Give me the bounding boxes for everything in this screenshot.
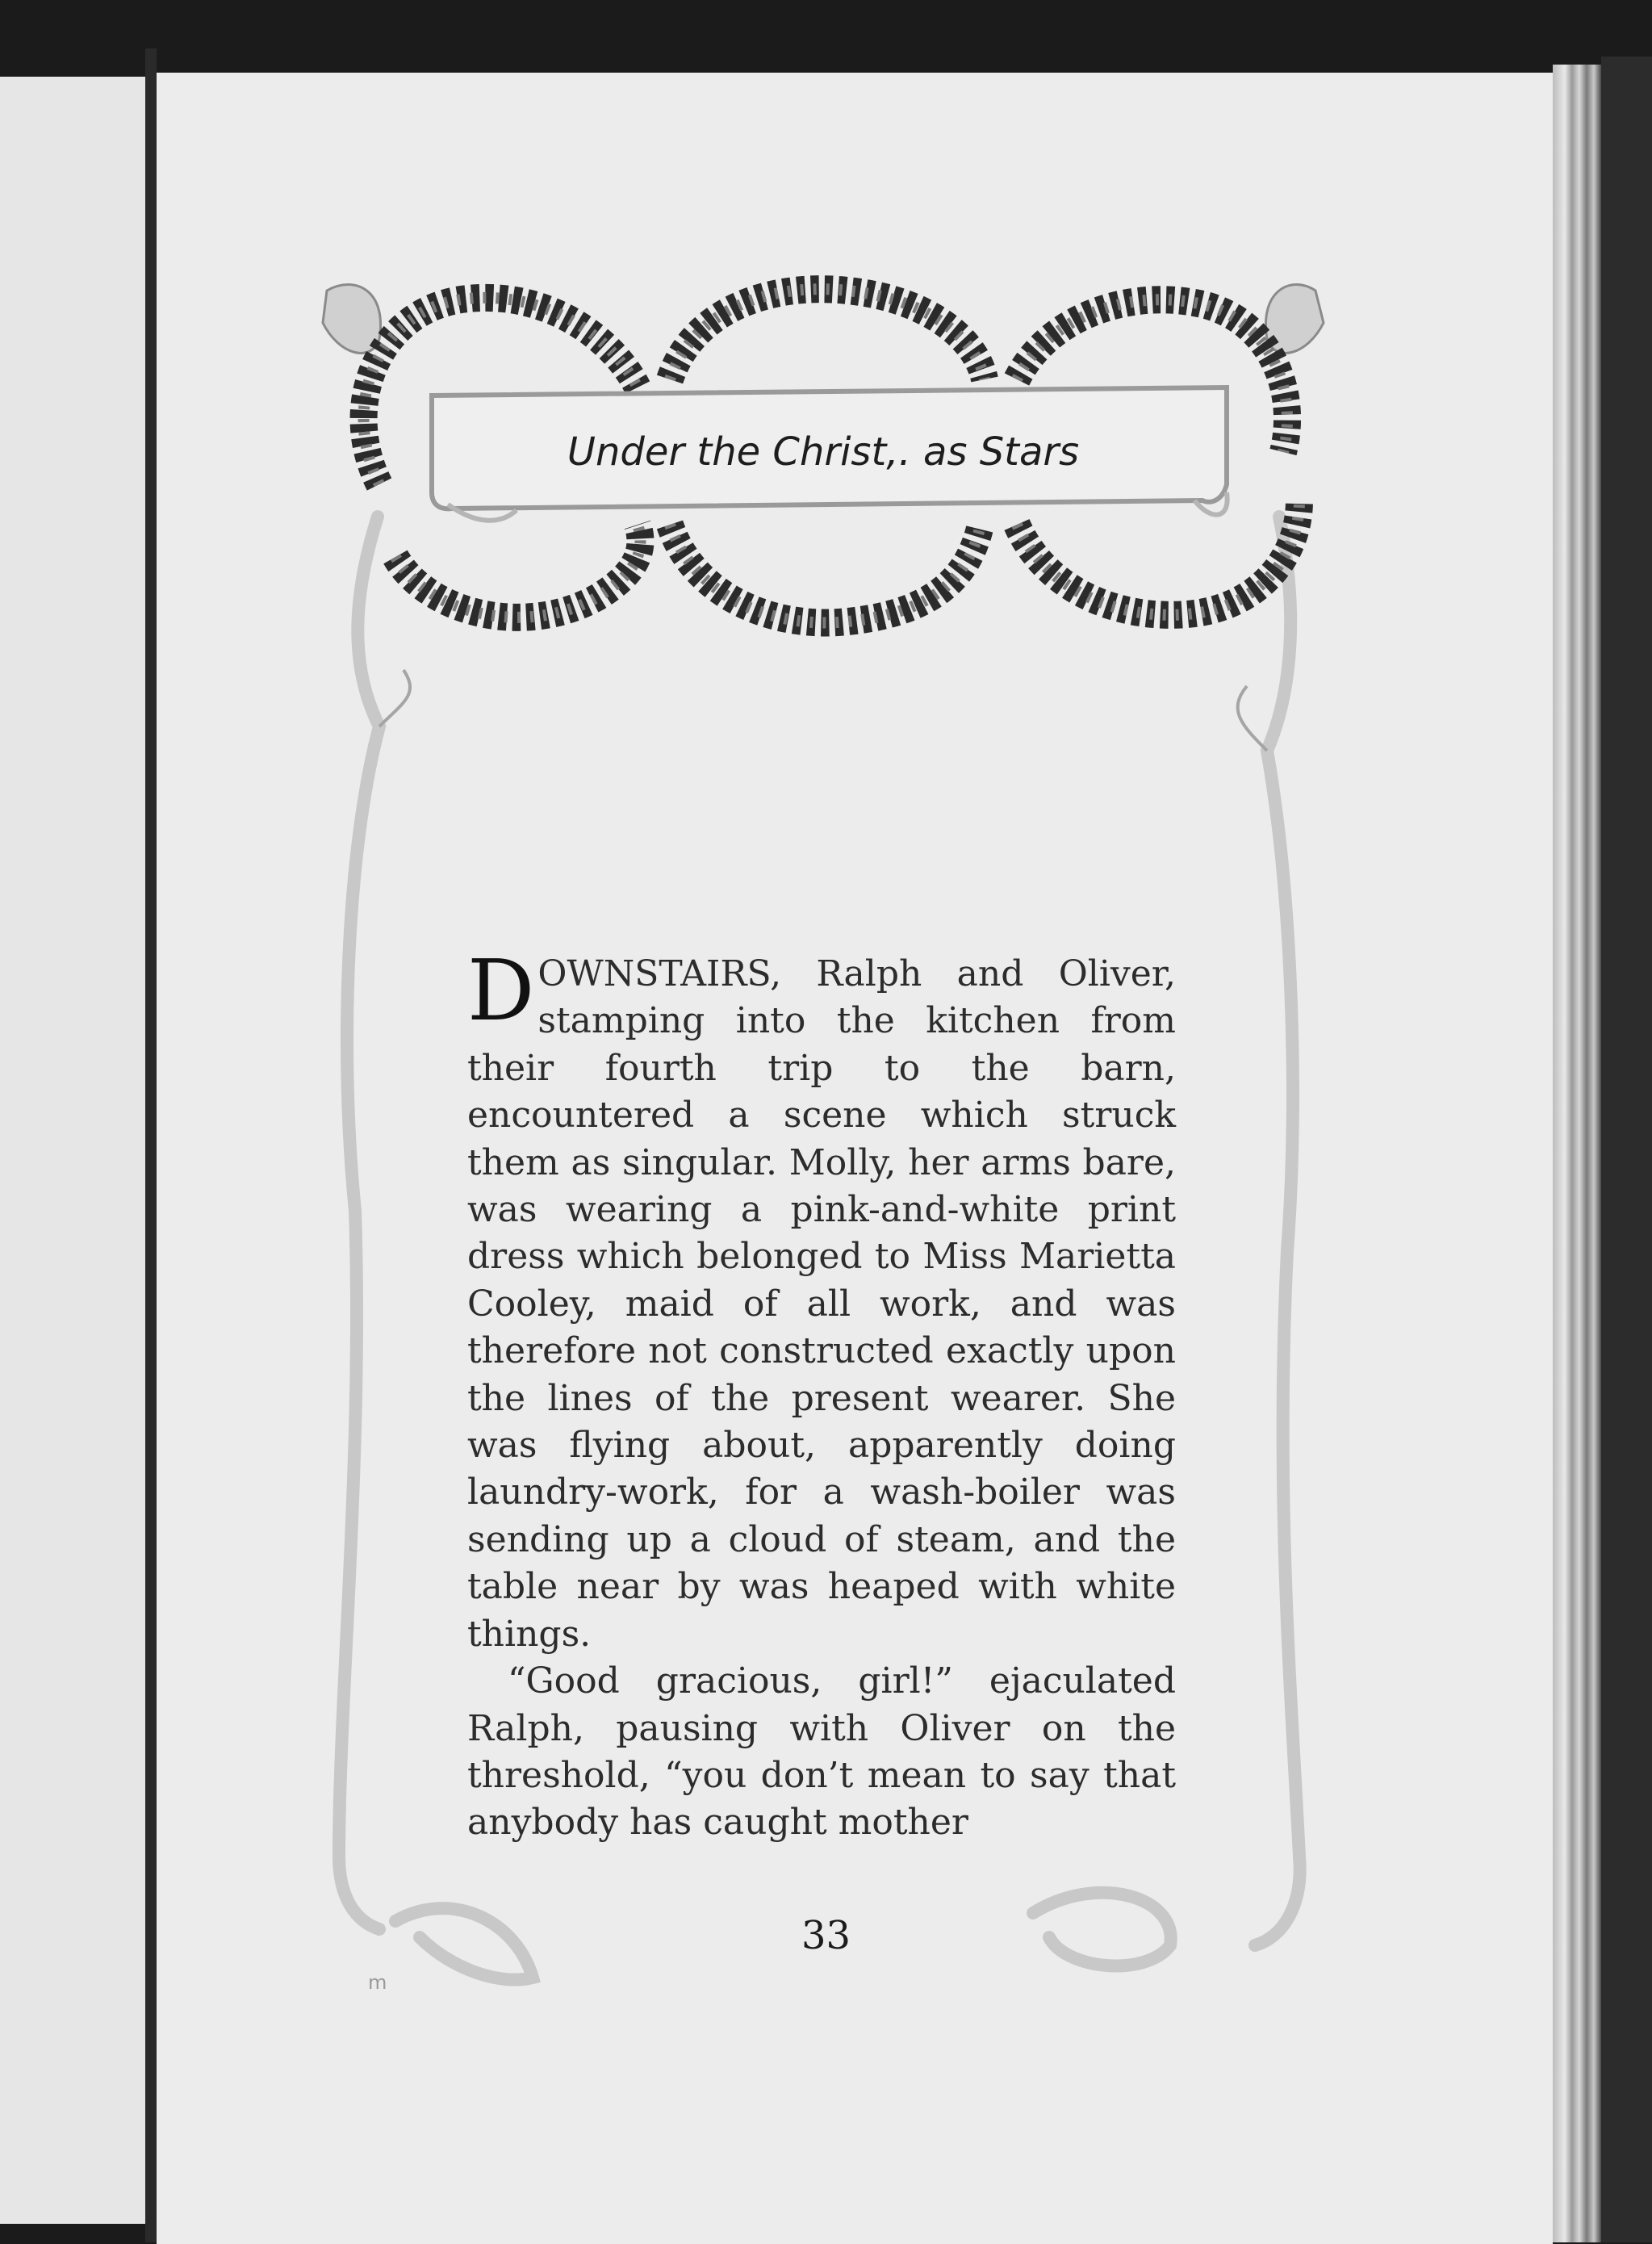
page-heading: Under the Christ,. as Stars <box>567 429 1080 475</box>
paragraph <box>467 1658 1176 1847</box>
paragraph <box>467 941 1176 1658</box>
book-cover-edge <box>1601 57 1652 2242</box>
artist-monogram: m <box>368 1971 387 1994</box>
body-text <box>467 941 1176 1847</box>
page-edges <box>1553 65 1601 2242</box>
page-number: 33 <box>801 1913 851 1958</box>
drop-cap: D <box>467 941 535 1040</box>
paragraph-text: “Good gracious, girl!” ejaculated Ralph, pausing with Oliver on the threshold, “you don’t mean to say that anybody has caught mother <box>467 1660 1176 1844</box>
paragraph-text: OWNSTAIRS, Ralph and Oliver, stamping into the kitchen from their fourth trip to the barn, encountered a scene which struck them as singular. Molly, her arms bare, was wearing a pink-and-white print dress which belonged to Miss Marietta Cooley, maid of all work, and was therefore not constructed exactly upon the lines of the present wearer. She was flying about, apparently doing laundry-work, for a wash-boiler was sending up a cloud of steam, and the table near by was heaped with white things. <box>467 953 1176 1655</box>
